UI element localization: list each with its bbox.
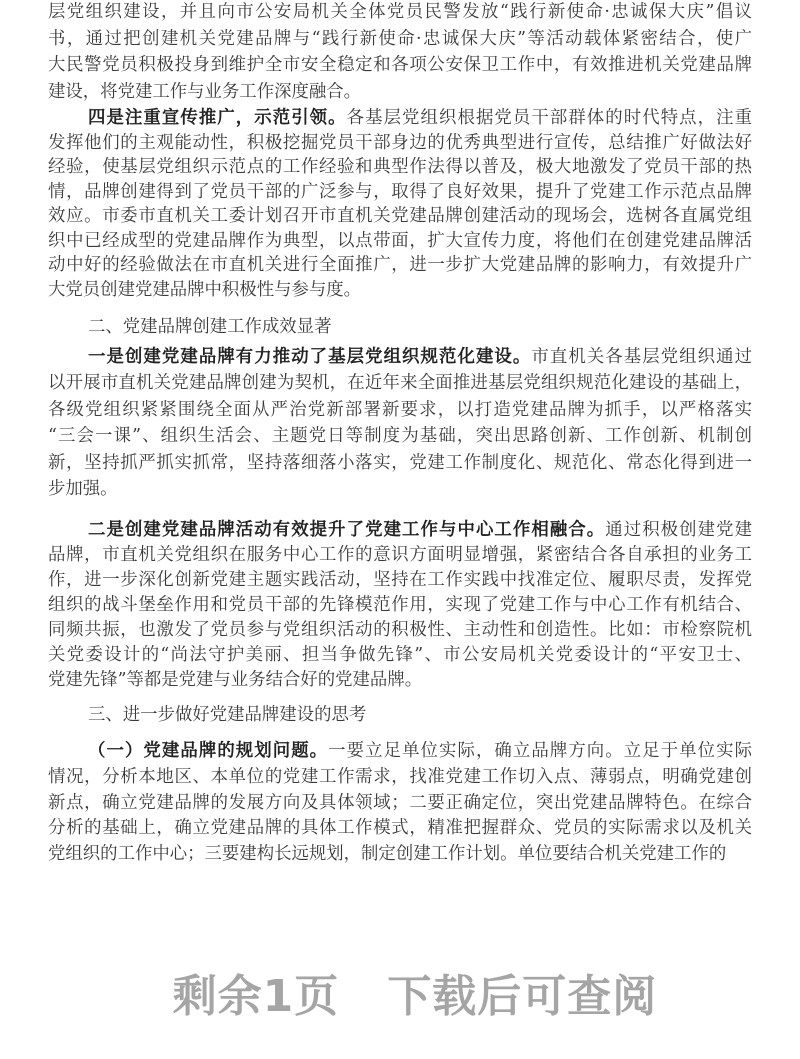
paragraph-line — [48, 203, 752, 229]
paragraph-line — [48, 26, 752, 52]
line-text: “三会一课”、组织生活会、主题党日等制度为基础，突出思路创新、工作创新、机制创 — [48, 426, 752, 447]
line-text: 作，进一步深化创新党建主题实践活动，坚持在工作实践中找准定位、履职尽责，发挥党 — [48, 570, 752, 590]
paragraph-line — [48, 642, 752, 668]
line-text: 一要立足单位实际，确立品牌方向。立足于单位实际 — [328, 741, 752, 761]
paragraph-line — [48, 370, 752, 396]
line-text: 分析的基础上，确立党建品牌的具体工作模式，精准把握群众、党员的实际需求以及机关 — [48, 818, 752, 839]
remaining-pages-label: 剩余1页 — [172, 971, 340, 1022]
download-to-view-label: 下载后可查阅 — [387, 971, 658, 1022]
line-text: 动中好的经验做法在市直机关进行全面推广，进一步扩大党建品牌的影响力，有效提升广 — [48, 255, 752, 275]
paragraph-lead: （一）党建品牌的规划问题。 — [88, 741, 329, 761]
paragraph-lead: 四是注重宣传推广，示范引领。 — [88, 108, 347, 128]
line-text: 新，坚持抓严抓实抓常，坚持落细落小落实，党建工作制度化、规范化、常态化得到进一 — [48, 452, 752, 473]
line-text: 党建先锋”等都是党建与业务结合好的党建品牌。 — [48, 670, 423, 690]
line-text: 以开展市直机关党建品牌创建为契机，在近年来全面推进基层党组织规范化建设的基础上， — [48, 373, 752, 394]
line-text: 党组织的工作中心；三要建构长远规划，制定创建工作计划。单位要结合机关党建工作的 — [48, 844, 727, 865]
paragraph-line — [48, 815, 752, 841]
line-text: 各级党组织紧紧围绕全面从严治党新部署新要求，以打造党建品牌为抓手，以严格落实 — [48, 399, 752, 420]
paragraph-line — [88, 738, 752, 764]
paragraph-line — [48, 567, 752, 593]
line-text: 新点，确立党建品牌的发展方向及具体领域；二要正确定位，突出党建品牌特色。在综合 — [48, 792, 752, 813]
line-text: 关党委设计的“尚法守护美丽、担当争做先锋”、市公安局机关党委设计的“平安卫士、 — [48, 645, 752, 665]
paragraph-line — [48, 450, 752, 476]
line-text: 效应。市委市直机关工委计划召开市直机关党建品牌创建活动的现场会，选树各直属党组 — [48, 206, 752, 226]
line-text: 二、党建品牌创建工作成效显著 — [88, 317, 332, 337]
paragraph-line — [48, 617, 752, 643]
line-text: 织中已经成型的党建品牌作为典型，以点带面，扩大宣传力度，将他们在创建党建品牌活 — [48, 230, 752, 251]
line-text: 组织的战斗堡垒作用和党员干部的先锋模范作用，实现了党建工作与中心工作有机结合、 — [48, 595, 752, 615]
paragraph-line — [48, 277, 752, 303]
line-text: 通过积极创建党建 — [605, 520, 752, 540]
paragraph-line — [48, 130, 752, 156]
paragraph-line — [48, 397, 752, 423]
paragraph-line — [48, 252, 752, 278]
line-text: 同频共振，也激发了党员参与党组织活动的积极性、主动性和创造性。比如：市检察院机 — [48, 620, 752, 640]
paragraph-line — [48, 154, 752, 180]
line-text: 情，品牌创建得到了党员干部的广泛参与，取得了良好效果，提升了党建工作示范点品牌 — [48, 181, 752, 202]
section-heading — [88, 702, 752, 728]
line-text: 书，通过把创建机关党建品牌与“践行新使命·忠诚保大庆”等活动载体紧密结合，使广 — [48, 28, 752, 49]
download-prompt[interactable] — [0, 960, 800, 1024]
paragraph-line — [48, 790, 752, 816]
paragraph-line — [48, 0, 752, 25]
paragraph-line — [48, 841, 752, 867]
section-heading — [88, 314, 752, 340]
line-text: 三、进一步做好党建品牌建设的思考 — [88, 705, 367, 725]
line-text: 市直机关各基层党组织通过 — [531, 347, 752, 367]
line-text: 品牌，市直机关党组织在服务中心工作的意识方面明显增强，紧密结合各自承担的业务工 — [48, 545, 752, 565]
paragraph-line — [88, 105, 752, 131]
paragraph-lead: 一是创建党建品牌有力推动了基层党组织规范化建设。 — [88, 347, 532, 367]
line-text: 发挥他们的主观能动性，积极挖掘党员干部身边的优秀典型进行宣传，总结推广好做法好 — [48, 132, 752, 153]
paragraph-line — [48, 476, 752, 502]
paragraph-line — [48, 667, 752, 693]
paragraph-line — [88, 517, 752, 543]
line-text: 建设，将党建工作与业务工作深度融合。 — [48, 81, 362, 102]
paragraph-line — [48, 764, 752, 790]
line-text: 步加强。 — [48, 479, 118, 499]
paragraph-lead: 二是创建党建品牌活动有效提升了党建工作与中心工作相融合。 — [88, 520, 606, 540]
paragraph-line — [48, 423, 752, 449]
paragraph-line — [48, 179, 752, 205]
line-text: 情况，分析本地区、本单位的党建工作需求，找准党建工作切入点、薄弱点，明确党建创 — [48, 766, 752, 787]
line-text: 经验，使基层党组织示范点的工作经验和典型作法得以普及，极大地激发了党员干部的热 — [48, 157, 752, 177]
paragraph-line — [48, 592, 752, 618]
paragraph-line — [48, 228, 752, 254]
line-text: 层党组织建设，并且向市公安局机关全体党员民警发放“践行新使命·忠诚保大庆”倡议 — [48, 2, 752, 22]
paragraph-line — [88, 344, 752, 370]
line-text: 大民警党员积极投身到维护全市安全稳定和各项公安保卫工作中，有效推进机关党建品牌 — [48, 55, 752, 75]
line-text: 大党员创建党建品牌中积极性与参与度。 — [48, 279, 362, 300]
paragraph-line — [48, 79, 752, 105]
paragraph-line — [48, 52, 752, 78]
paragraph-line — [48, 542, 752, 568]
line-text: 各基层党组织根据党员干部群体的时代特点，注重 — [346, 108, 752, 128]
